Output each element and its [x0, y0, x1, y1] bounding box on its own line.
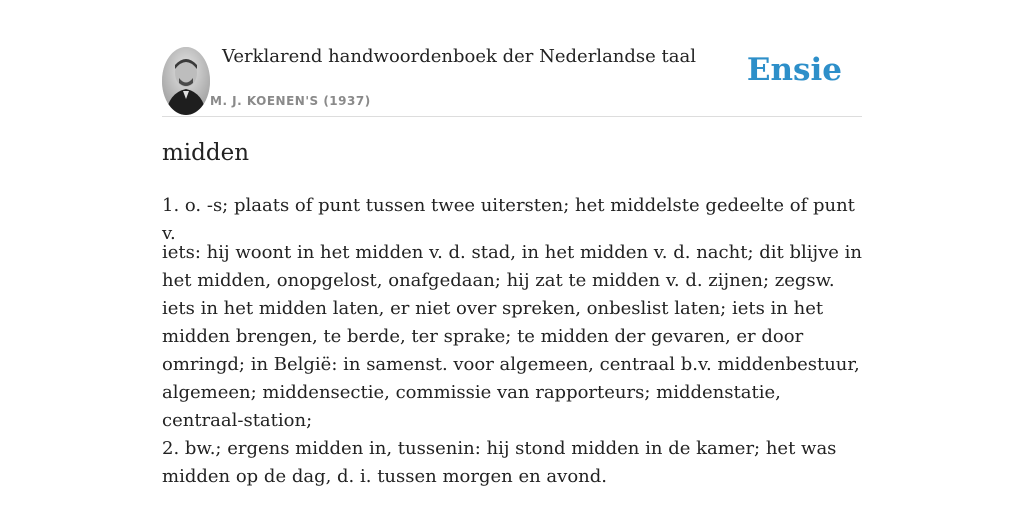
- definition-paragraph: 1. o. -s; plaats of punt tussen twee uitersten; het middelste gedeelte of punt v.: [162, 195, 855, 244]
- author-label: M. J. KOENEN'S (1937): [210, 94, 371, 108]
- author-portrait-icon: [162, 47, 210, 115]
- entry-title: midden: [162, 140, 250, 166]
- book-title: Verklarend handwoordenboek der Nederlandse taal: [222, 46, 696, 67]
- ensie-logo-link[interactable]: Ensie: [746, 52, 842, 88]
- definition-paragraph: 2. bw.; ergens midden in, tussenin: hij stond midden in de kamer; het was midden op de dag, d. i. tussen morgen en avond.: [162, 438, 837, 487]
- header: [162, 40, 862, 117]
- definition-paragraph: iets: hij woont in het midden v. d. stad, in het midden v. d. nacht; dit blijve in het midden, onopgelost, onafgedaan; hij zat te midden v. d. zijnen; zegsw. iets in het midden laten, er niet over spreken, onbeslist laten; iets in het midden brengen, te berde, ter sprake; te midden der gevaren, er door omringd; in België: in samenst. voor algemeen, centraal b.v. middenbestuur, algemeen; middensectie, commissie van rapporteurs; middenstatie, centraal-station;: [162, 242, 862, 431]
